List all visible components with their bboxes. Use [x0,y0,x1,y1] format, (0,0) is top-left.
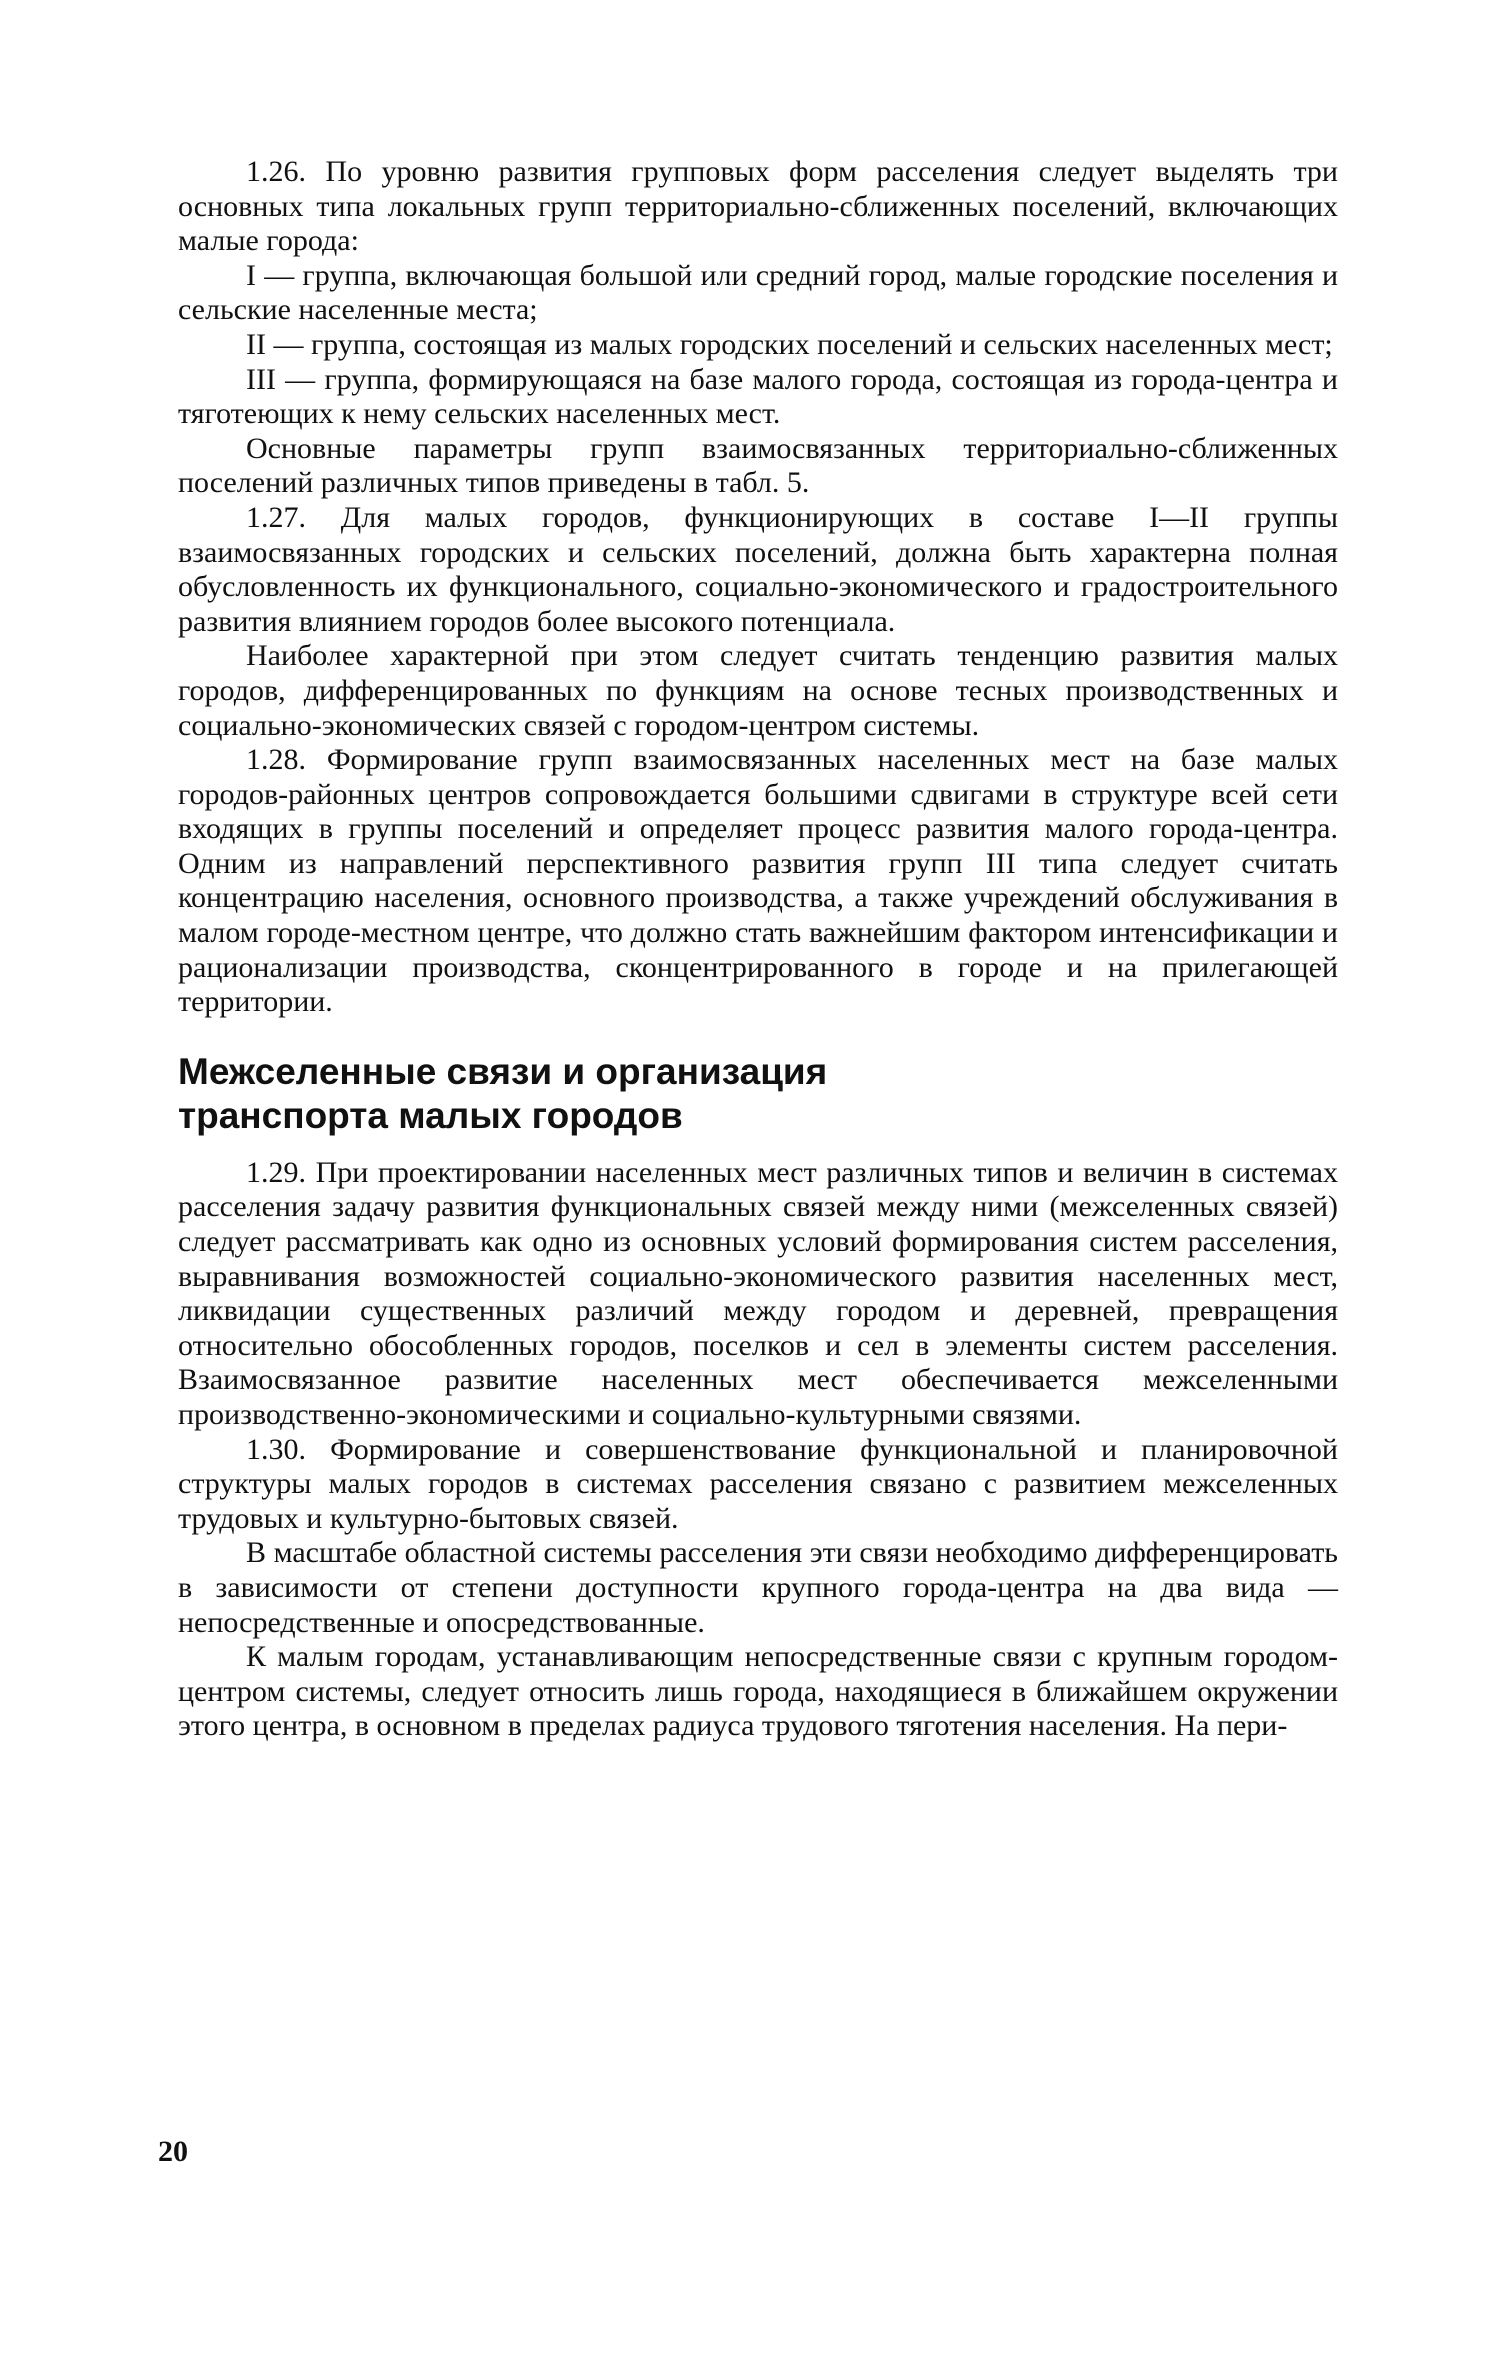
paragraph-1-26: 1.26. По уровню развития групповых форм расселения следует выделять три основных типа локальных групп территориально-сближенных поселений, включающих малые города: [178,155,1338,258]
paragraph-1-30: 1.30. Формирование и совершенствование функциональной и планировочной структуры малых городов в системах расселения связано с развитием межселенных трудовых и культурно-бытовых связей. [178,1432,1338,1535]
paragraph-tendency: Наиболее характерной при этом следует считать тенденцию развития малых городов, дифференцированных по функциям на основе тесных производственных и социально-экономических связей с городом-центром системы. [178,639,1338,742]
paragraph-group-i: I — группа, включающая большой или средний город, малые городские поселения и сельские населенные места; [178,258,1338,327]
paragraph-1-29: 1.29. При проектировании населенных мест различных типов и величин в системах расселения задачу развития функциональных связей между ними (межселенных связей) следует рассматривать как одно из основных условий формирования систем расселения, выравнивания возможностей социально-экономического развития населенных мест, ликвидации существенных различий между городом и деревней, превращения относительно обособленных городов, поселков и сел в элементы систем расселения. Взаимосвязанное развитие населенных мест обеспечивается межселенными производственно-экономическими и социально-культурными связями. [178,1155,1338,1431]
paragraph-regional-scale: В масштабе областной системы расселения эти связи необходимо дифференцировать в зависимости от степени доступности крупного города-центра на два вида — непосредственные и опосредствованные. [178,1536,1338,1639]
paragraph-1-28: 1.28. Формирование групп взаимосвязанных населенных мест на базе малых городов-районных центров сопровождается большими сдвигами в структуре всей сети входящих в группы поселений и определяет процесс развития малого города-центра. Одним из направлений перспективного развития групп III типа следует считать концентрацию населения, основного производства, а также учреждений обслуживания в малом городе-местном центре, что должно стать важнейшим фактором интенсификации и рационализации производства, сконцентрированного в городе и на прилегающей территории. [178,743,1338,1019]
paragraph-group-iii: III — группа, формирующаяся на базе малого города, состоящая из города-центра и тяготеющих к нему сельских населенных мест. [178,362,1338,431]
paragraph-group-ii: II — группа, состоящая из малых городских поселений и сельских населенных мест; [246,327,1333,361]
paragraph-direct-links: К малым городам, устанавливающим непосредственные связи с крупным городом-центром системы, следует относить лишь города, находящиеся в ближайшем окружении этого центра, в основном в пределах радиуса трудового тяготения населения. На пери- [178,1640,1338,1743]
section-heading-line-1: Межселенные связи и организация [178,1050,828,1092]
section-heading-line-2: транспорта малых городов [178,1094,683,1136]
page-body [178,155,1338,1744]
paragraph-main-parameters: Основные параметры групп взаимосвязанных территориально-сближенных поселений различных типов приведены в табл. 5. [178,431,1338,500]
section-heading [178,1050,938,1138]
page-number: 20 [158,2135,188,2168]
paragraph-1-27: 1.27. Для малых городов, функционирующих в составе I—II группы взаимосвязанных городских и сельских поселений, должна быть характерна полная обусловленность их функционального, социально-экономического и градостроительного развития влиянием городов более высокого потенциала. [178,500,1338,638]
